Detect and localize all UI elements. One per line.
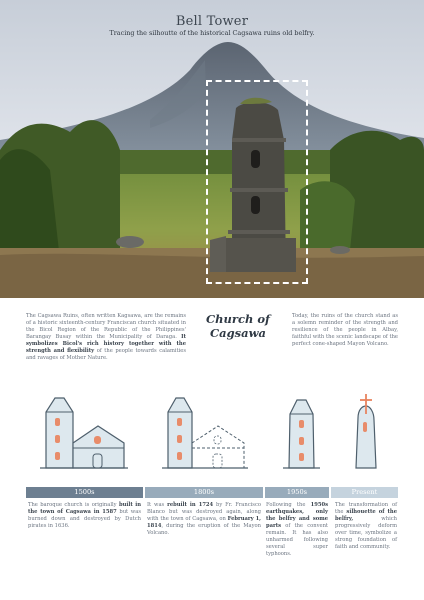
belfry-highlight-frame [206, 80, 308, 284]
timeline-text-present: The transformation of the silhouette of the belfry, which progressively deform over time, symbolize a strong foundation of faith and community. [335, 502, 397, 550]
page-title: Bell Tower [175, 14, 249, 29]
page-subtitle: Tracing the silhoutte of the historical Cagsawa ruins old belfry. [109, 29, 315, 37]
timeline-text-1800s: It was rebuilt in 1724 by Fr. Francisco Blanco but was destroyed again, along with the town of Cagsawa, on February 1, 1814, during the eruption of the Mayon Volcano. [147, 502, 261, 536]
church-1500s-icon [40, 398, 128, 468]
belfry-present-icon [356, 394, 376, 468]
timeline-bar-1800s: 1800s [145, 487, 263, 498]
intro-right-paragraph: Today, the ruins of the church stand as a solemn reminder of the strength and resilience of the people in Albay, faithful with the scenic landscape of the perfect cone-shaped Mayon Volcano. [292, 313, 398, 347]
church-1800s-icon [162, 398, 248, 468]
evolution-illustrations [0, 388, 424, 474]
timeline-text-1950s: Following the 1950s earthquakes, only the belfry and some parts of the convent remain. It has also unharmed following several super typhoons. [266, 502, 328, 557]
timeline-bar-1500s: 1500s [26, 487, 143, 498]
section-heading: Church of Cagsawa [206, 312, 270, 340]
intro-left-paragraph: The Cagsawa Ruins, often written Kagsawa, are the remains of a historic sixteenth-century Franciscan church situated in the Bicol Region of the Republic of the Philippines' Barangay Busay within the Municipality of Daraga. It symbolizes Bicol's rich history together with the strength and flexibility of the people towards calamities and ravages of Mother Nature. [26, 313, 187, 361]
timeline-bar-present: Present [331, 487, 398, 498]
timeline-text-1500s: The baroque church is originally built in the town of Cagsawa in 1587 but was burned down and destroyed by Dutch pirates in 1636. [28, 502, 141, 529]
belfry-1950s-icon [283, 400, 320, 468]
timeline-bar-1950s: 1950s [265, 487, 329, 498]
